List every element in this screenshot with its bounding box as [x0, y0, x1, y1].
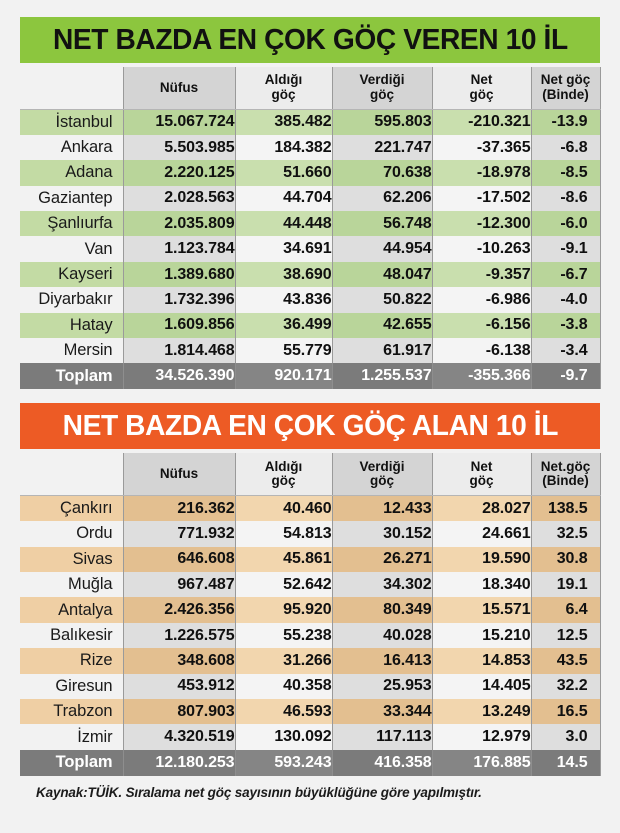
cell-binde: 30.8 — [531, 547, 600, 572]
cell-city: Gaziantep — [38, 188, 113, 207]
cell-net: -10.263 — [432, 236, 531, 261]
cell-city: Giresun — [55, 676, 113, 695]
source-footnote: Kaynak:TÜİK. Sıralama net göç sayısının büyüklüğüne göre yapılmıştır. — [36, 784, 482, 800]
cell-nufus: 1.123.784 — [123, 236, 235, 261]
cell-binde: 16.5 — [531, 699, 600, 724]
header-verdigi-goc — [332, 67, 432, 110]
table-in-body — [20, 496, 600, 776]
header-verdigi-line2: göç — [369, 87, 394, 102]
cell-aldigi: 40.460 — [235, 496, 332, 521]
cell-nufus: 348.608 — [123, 648, 235, 673]
banner-title-in: NET BAZDA EN ÇOK GÖÇ ALAN 10 İL — [62, 409, 558, 442]
cell-binde: -3.4 — [531, 338, 600, 363]
cell-nufus: 2.028.563 — [123, 186, 235, 211]
cell-aldigi: 34.691 — [235, 236, 332, 261]
cell-net: -355.366 — [432, 363, 531, 389]
cell-aldigi: 184.382 — [235, 135, 332, 160]
cell-verdigi: 70.638 — [332, 160, 432, 185]
cell-binde: -6.7 — [531, 262, 600, 287]
cell-city: Muğla — [68, 575, 113, 594]
header-aldigi-line2: göç — [271, 473, 296, 489]
cell-nufus: 5.503.985 — [123, 135, 235, 160]
table-total-row — [20, 363, 600, 389]
cell-nufus: 646.608 — [123, 547, 235, 572]
banner-migration-out — [20, 17, 600, 63]
header-binde-line2: (Binde) — [542, 87, 589, 102]
cell-aldigi: 54.813 — [235, 521, 332, 546]
cell-binde: -9.7 — [531, 363, 600, 389]
table-row — [20, 110, 600, 135]
cell-aldigi: 46.593 — [235, 699, 332, 724]
table-row — [20, 338, 600, 363]
cell-net: 176.885 — [432, 750, 531, 776]
cell-verdigi: 34.302 — [332, 572, 432, 597]
cell-city: Trabzon — [20, 699, 123, 724]
cell-net: -6.156 — [432, 313, 531, 338]
table-wrap-out — [20, 63, 600, 389]
header-nufus-label: Nüfus — [159, 466, 199, 482]
cell-net: 14.853 — [432, 648, 531, 673]
cell-binde: 19.1 — [531, 572, 600, 597]
cell-net: -6.986 — [432, 287, 531, 312]
header-row — [20, 453, 600, 496]
cell-binde: 43.5 — [531, 648, 600, 673]
cell-aldigi: 31.266 — [235, 648, 332, 673]
table-row — [20, 313, 600, 338]
header-city — [20, 453, 123, 496]
cell-aldigi: 36.499 — [235, 313, 332, 338]
cell-net: 18.340 — [432, 572, 531, 597]
cell-nufus: 216.362 — [123, 496, 235, 521]
cell-verdigi: 26.271 — [332, 547, 432, 572]
cell-nufus: 4.320.519 — [123, 724, 235, 749]
cell-aldigi: 55.779 — [235, 338, 332, 363]
cell-aldigi: 45.861 — [235, 547, 332, 572]
cell-nufus: 1.732.396 — [123, 287, 235, 312]
cell-verdigi: 48.047 — [332, 262, 432, 287]
header-nufus-label: Nüfus — [159, 79, 199, 95]
cell-aldigi: 38.690 — [235, 262, 332, 287]
cell-binde: -8.5 — [531, 160, 600, 185]
cell-binde: -13.9 — [531, 110, 600, 135]
cell-binde: 32.5 — [531, 521, 600, 546]
cell-net: 24.661 — [432, 521, 531, 546]
table-row — [20, 674, 600, 699]
header-net-goc — [432, 453, 531, 496]
table-wrap-in — [20, 449, 600, 775]
cell-verdigi: 50.822 — [332, 287, 432, 312]
table-out-header — [20, 67, 600, 110]
cell-aldigi: 593.243 — [235, 750, 332, 776]
cell-binde: 6.4 — [531, 597, 600, 622]
cell-verdigi: 44.954 — [332, 236, 432, 261]
cell-verdigi: 56.748 — [332, 211, 432, 236]
cell-net: 13.249 — [432, 699, 531, 724]
cell-city: Hatay — [20, 313, 123, 338]
cell-net: -37.365 — [432, 135, 531, 160]
cell-binde: 12.5 — [531, 623, 600, 648]
header-aldigi-goc — [235, 67, 332, 110]
cell-nufus: 2.426.356 — [123, 597, 235, 622]
header-net-goc-binde — [531, 67, 600, 110]
cell-nufus: 34.526.390 — [123, 363, 235, 389]
cell-city: Rize — [20, 648, 123, 673]
cell-binde: 32.2 — [531, 674, 600, 699]
table-row — [20, 186, 600, 211]
cell-nufus: 2.035.809 — [123, 211, 235, 236]
cell-city: Diyarbakır — [38, 290, 113, 309]
cell-verdigi: 221.747 — [332, 135, 432, 160]
header-net-line2: göç — [469, 473, 494, 489]
table-row — [20, 496, 600, 521]
cell-nufus: 807.903 — [123, 699, 235, 724]
cell-city: Antalya — [20, 597, 123, 622]
cell-verdigi: 16.413 — [332, 648, 432, 673]
cell-city: Çankırı — [20, 496, 123, 521]
infographic-page — [0, 17, 620, 833]
table-migration-in — [20, 453, 601, 775]
cell-binde: 3.0 — [531, 724, 600, 749]
cell-city: Şanlıurfa — [20, 211, 123, 236]
table-total-row — [20, 750, 600, 776]
cell-net: -12.300 — [432, 211, 531, 236]
cell-aldigi: 43.836 — [235, 287, 332, 312]
cell-aldigi: 55.238 — [235, 623, 332, 648]
cell-city: Ankara — [60, 138, 113, 157]
cell-net: -17.502 — [432, 186, 531, 211]
cell-verdigi: 61.917 — [332, 338, 432, 363]
header-nufus — [123, 67, 235, 110]
header-net-line1: Net — [470, 72, 493, 88]
cell-verdigi: 33.344 — [332, 699, 432, 724]
header-verdigi-goc — [332, 453, 432, 496]
cell-net: -18.978 — [432, 160, 531, 185]
cell-city: Van — [84, 239, 113, 258]
cell-net: 19.590 — [432, 547, 531, 572]
cell-net: 15.210 — [432, 623, 531, 648]
cell-aldigi: 385.482 — [235, 110, 332, 135]
cell-verdigi: 40.028 — [332, 623, 432, 648]
cell-verdigi: 117.113 — [332, 724, 432, 749]
header-aldigi-line1: Aldığı — [264, 458, 303, 474]
header-verdigi-line1: Verdiği — [359, 458, 405, 474]
cell-nufus: 453.912 — [123, 674, 235, 699]
cell-nufus: 967.487 — [123, 572, 235, 597]
cell-net: 28.027 — [432, 496, 531, 521]
cell-net: -9.357 — [432, 262, 531, 287]
cell-net: 15.571 — [432, 597, 531, 622]
cell-binde: -6.8 — [531, 135, 600, 160]
header-binde-line1: Net göç — [540, 72, 591, 88]
table-row — [20, 521, 600, 546]
header-row — [20, 67, 600, 110]
table-migration-out — [20, 67, 601, 389]
cell-verdigi: 416.358 — [332, 750, 432, 776]
header-net-line1: Net — [470, 458, 493, 474]
header-city — [20, 67, 123, 110]
table-out-body — [20, 110, 600, 390]
table-row — [20, 135, 600, 160]
cell-city: Toplam — [20, 363, 123, 389]
cell-net: 12.979 — [432, 724, 531, 749]
cell-nufus: 15.067.724 — [123, 110, 235, 135]
table-row — [20, 699, 600, 724]
cell-city: Kayseri — [20, 262, 123, 287]
table-row — [20, 262, 600, 287]
table-row — [20, 236, 600, 261]
cell-city: İstanbul — [20, 110, 123, 135]
table-row — [20, 597, 600, 622]
cell-aldigi: 51.660 — [235, 160, 332, 185]
cell-aldigi: 40.358 — [235, 674, 332, 699]
banner-title-out: NET BAZDA EN ÇOK GÖÇ VEREN 10 İL — [52, 23, 568, 56]
cell-binde: -9.1 — [531, 236, 600, 261]
table-row — [20, 648, 600, 673]
cell-net: -210.321 — [432, 110, 531, 135]
cell-binde: -8.6 — [531, 186, 600, 211]
cell-aldigi: 52.642 — [235, 572, 332, 597]
cell-verdigi: 595.803 — [332, 110, 432, 135]
cell-city: Mersin — [63, 341, 113, 360]
cell-verdigi: 42.655 — [332, 313, 432, 338]
header-net-goc-binde — [531, 453, 600, 496]
cell-nufus: 1.609.856 — [123, 313, 235, 338]
cell-verdigi: 80.349 — [332, 597, 432, 622]
cell-city: İzmir — [77, 727, 113, 746]
cell-verdigi: 25.953 — [332, 674, 432, 699]
header-aldigi-line2: göç — [271, 87, 296, 102]
table-row — [20, 572, 600, 597]
cell-nufus: 771.932 — [123, 521, 235, 546]
header-verdigi-line1: Verdiği — [359, 72, 405, 88]
cell-nufus: 1.389.680 — [123, 262, 235, 287]
cell-verdigi: 12.433 — [332, 496, 432, 521]
cell-binde: -3.8 — [531, 313, 600, 338]
table-row — [20, 724, 600, 749]
cell-aldigi: 44.448 — [235, 211, 332, 236]
table-row — [20, 623, 600, 648]
table-row — [20, 547, 600, 572]
cell-aldigi: 95.920 — [235, 597, 332, 622]
header-nufus — [123, 453, 235, 496]
header-verdigi-line2: göç — [369, 473, 394, 489]
cell-verdigi: 1.255.537 — [332, 363, 432, 389]
banner-migration-in — [20, 403, 600, 449]
cell-nufus: 1.814.468 — [123, 338, 235, 363]
cell-city: Ordu — [76, 524, 113, 543]
cell-city: Toplam — [20, 750, 123, 776]
cell-net: 14.405 — [432, 674, 531, 699]
cell-binde: -6.0 — [531, 211, 600, 236]
table-row — [20, 160, 600, 185]
table-row — [20, 211, 600, 236]
cell-city: Adana — [20, 160, 123, 185]
header-binde-line1: Net.göç — [540, 458, 591, 474]
cell-aldigi: 44.704 — [235, 186, 332, 211]
header-net-line2: göç — [469, 87, 494, 102]
header-aldigi-line1: Aldığı — [264, 72, 303, 88]
cell-city: Balıkesir — [50, 626, 113, 645]
cell-binde: -4.0 — [531, 287, 600, 312]
table-row — [20, 287, 600, 312]
header-net-goc — [432, 67, 531, 110]
cell-binde: 138.5 — [531, 496, 600, 521]
header-binde-line2: (Binde) — [542, 473, 589, 489]
table-in-header — [20, 453, 600, 496]
cell-aldigi: 130.092 — [235, 724, 332, 749]
cell-binde: 14.5 — [531, 750, 600, 776]
cell-verdigi: 62.206 — [332, 186, 432, 211]
cell-verdigi: 30.152 — [332, 521, 432, 546]
cell-nufus: 12.180.253 — [123, 750, 235, 776]
cell-nufus: 1.226.575 — [123, 623, 235, 648]
cell-city: Sivas — [20, 547, 123, 572]
header-aldigi-goc — [235, 453, 332, 496]
cell-nufus: 2.220.125 — [123, 160, 235, 185]
cell-net: -6.138 — [432, 338, 531, 363]
cell-aldigi: 920.171 — [235, 363, 332, 389]
